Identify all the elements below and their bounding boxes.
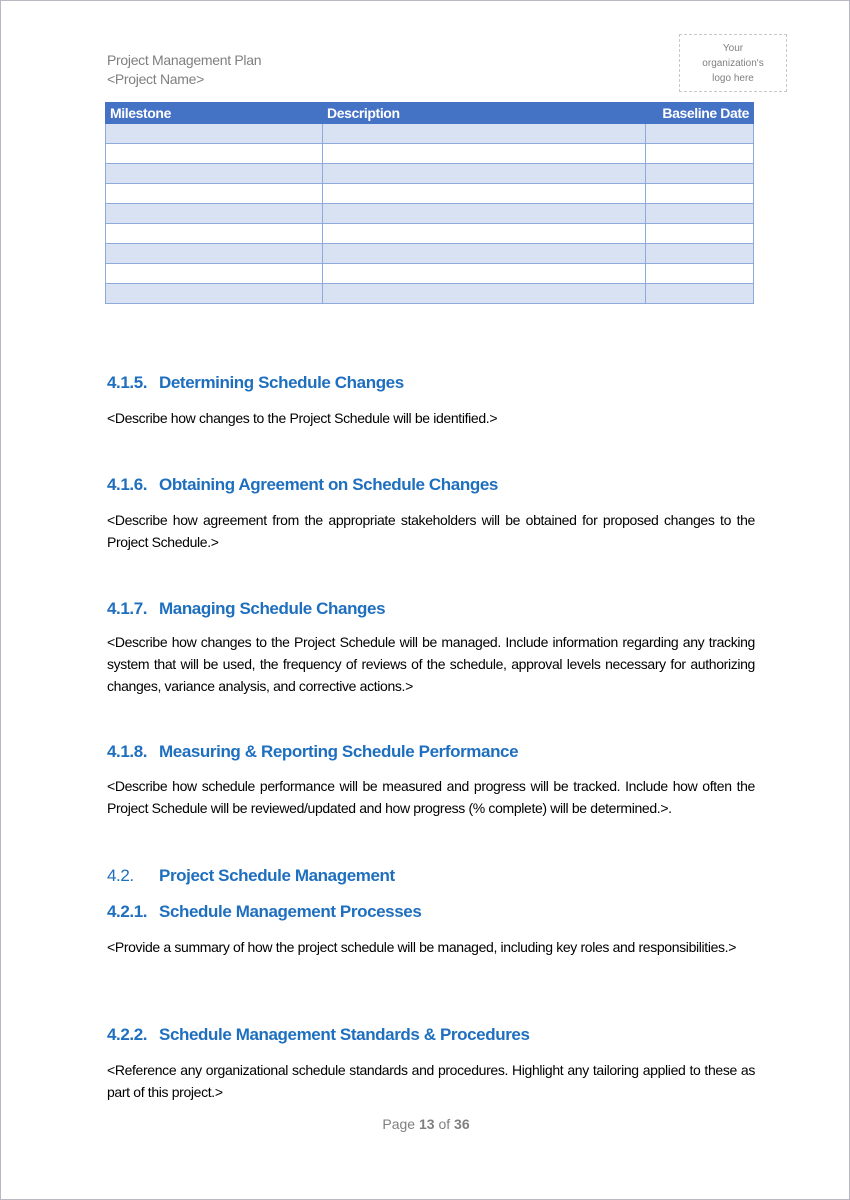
- table-row: [106, 184, 754, 204]
- column-header-baseline-date: Baseline Date: [646, 103, 754, 124]
- baseline-date-cell[interactable]: [646, 204, 754, 224]
- table-row: [106, 164, 754, 184]
- baseline-date-cell[interactable]: [646, 124, 754, 144]
- baseline-date-cell[interactable]: [646, 164, 754, 184]
- of-label: of: [438, 1116, 451, 1132]
- milestone-cell[interactable]: [106, 244, 323, 264]
- column-header-milestone: Milestone: [106, 103, 323, 124]
- logo-text-line: logo here: [712, 72, 754, 84]
- table-row: [106, 244, 754, 264]
- description-cell[interactable]: [323, 124, 646, 144]
- section-number: 4.1.6.: [107, 475, 148, 494]
- section-number: 4.1.7.: [107, 599, 148, 618]
- table-header-row: [106, 103, 754, 124]
- table-row: [106, 264, 754, 284]
- milestone-cell[interactable]: [106, 144, 323, 164]
- description-cell[interactable]: [323, 264, 646, 284]
- section-body-4-1-7: <Describe how changes to the Project Schedule will be managed. Include information regarding any tracking system that will be used, the frequency of reviews of the schedule, approval levels necessary for authorizing changes, variance analysis, and corrective actions.>: [107, 634, 755, 694]
- description-cell[interactable]: [323, 184, 646, 204]
- section-title: Project Schedule Management: [159, 866, 395, 885]
- section-title: Determining Schedule Changes: [159, 373, 404, 392]
- table-row: [106, 284, 754, 304]
- section-number: 4.2.1.: [107, 902, 148, 921]
- baseline-date-cell[interactable]: [646, 264, 754, 284]
- milestone-cell[interactable]: [106, 224, 323, 244]
- baseline-date-cell[interactable]: [646, 284, 754, 304]
- section-body-4-1-6: <Describe how agreement from the appropriate stakeholders will be obtained for proposed changes to the Project Schedule.>: [107, 512, 755, 550]
- page-label: Page: [382, 1116, 416, 1132]
- section-title: Measuring & Reporting Schedule Performance: [159, 742, 519, 761]
- baseline-date-cell[interactable]: [646, 184, 754, 204]
- section-number: 4.2.2.: [107, 1025, 148, 1044]
- section-number: 4.1.8.: [107, 742, 148, 761]
- description-cell[interactable]: [323, 284, 646, 304]
- description-cell[interactable]: [323, 164, 646, 184]
- total-pages: 36: [454, 1116, 470, 1132]
- table-row: [106, 204, 754, 224]
- section-heading-4-2: [107, 866, 395, 886]
- description-cell[interactable]: [323, 204, 646, 224]
- section-title: Schedule Management Standards & Procedures: [159, 1025, 530, 1044]
- section-body-4-2-2: <Reference any organizational schedule standards and procedures. Highlight any tailoring applied to these as part of this project.>: [107, 1062, 755, 1100]
- description-cell[interactable]: [323, 144, 646, 164]
- section-heading-4-1-5: [107, 373, 404, 393]
- milestone-cell[interactable]: [106, 124, 323, 144]
- section-body-4-1-5: <Describe how changes to the Project Schedule will be identified.>: [107, 410, 498, 426]
- project-name: <Project Name>: [107, 71, 204, 87]
- section-body-4-2-1: <Provide a summary of how the project schedule will be managed, including key roles and responsibilities.>: [107, 939, 737, 955]
- milestone-cell[interactable]: [106, 264, 323, 284]
- table-row: [106, 144, 754, 164]
- section-heading-4-1-7: [107, 599, 385, 619]
- section-title: Obtaining Agreement on Schedule Changes: [159, 475, 498, 494]
- description-cell[interactable]: [323, 224, 646, 244]
- section-heading-4-2-1: [107, 902, 421, 922]
- page-number-footer: [1, 1116, 850, 1132]
- table-row: [106, 224, 754, 244]
- baseline-date-cell[interactable]: [646, 244, 754, 264]
- section-body-4-1-8: <Describe how schedule performance will be measured and progress will be tracked. Include how often the Project Schedule will be reviewed/updated and how progress (% complete) will be determined.>.: [107, 778, 755, 816]
- logo-placeholder: [679, 34, 787, 92]
- section-title: Managing Schedule Changes: [159, 599, 386, 618]
- section-number: 4.2.: [107, 866, 134, 885]
- section-heading-4-1-8: [107, 742, 518, 762]
- logo-text-line: Your: [722, 42, 744, 54]
- section-title: Schedule Management Processes: [159, 902, 422, 921]
- baseline-date-cell[interactable]: [646, 144, 754, 164]
- column-header-description: Description: [323, 103, 646, 124]
- logo-text-line: organization's: [702, 57, 764, 69]
- section-heading-4-1-6: [107, 475, 498, 495]
- milestone-cell[interactable]: [106, 204, 323, 224]
- section-heading-4-2-2: [107, 1025, 530, 1045]
- section-number: 4.1.5.: [107, 373, 148, 392]
- running-header: [107, 51, 261, 89]
- baseline-date-cell[interactable]: [646, 224, 754, 244]
- description-cell[interactable]: [323, 244, 646, 264]
- document-title: Project Management Plan: [107, 52, 262, 68]
- milestone-cell[interactable]: [106, 164, 323, 184]
- milestone-cell[interactable]: [106, 284, 323, 304]
- table-row: [106, 124, 754, 144]
- current-page: 13: [418, 1116, 435, 1132]
- milestone-table: [105, 102, 754, 304]
- milestone-cell[interactable]: [106, 184, 323, 204]
